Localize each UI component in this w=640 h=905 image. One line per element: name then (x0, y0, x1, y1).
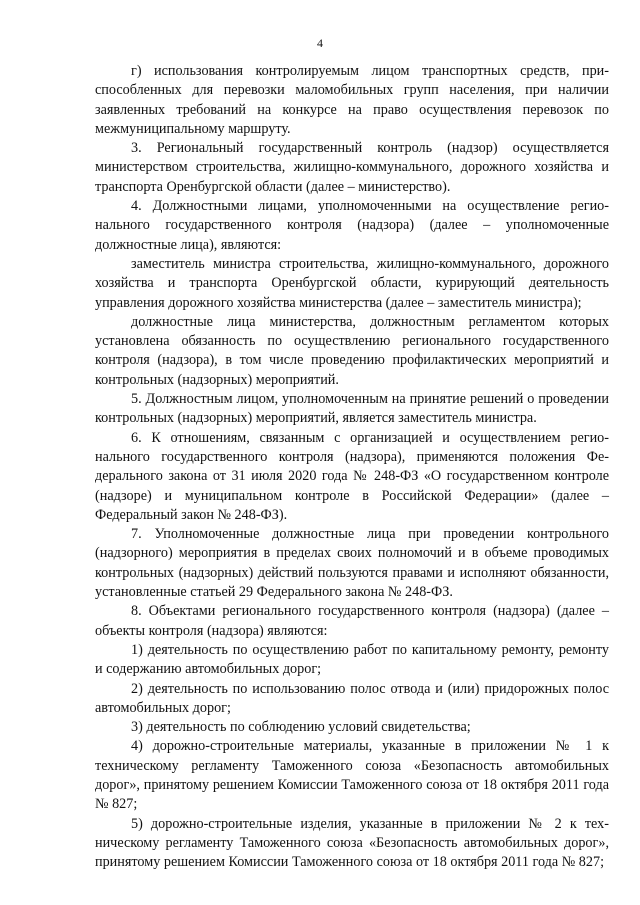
paragraph-8-item-1: 1) деятельность по осуществлению работ по капитальному ремонту, ремонту и содержанию автомобильных дорог; (95, 641, 609, 678)
paragraph-4: 4. Должностными лицами, уполномоченными на осуществление регионального государственного контроля (надзора) (далее – уполномоченные должностные лица), являются: (95, 198, 609, 253)
page-number: 4 (317, 36, 323, 50)
paragraph-8-item-2: 2) деятельность по использованию полос отвода и (или) придорожных полос автомобильных дорог; (95, 680, 609, 716)
paragraph-8: 8. Объектами регионального государственного контроля (надзора) (далее – объекты контроля (надзора) являются: (95, 603, 609, 639)
paragraph-4-deputy-minister: заместитель министра строительства, жилищно-коммунального, дорожного хозяйства и транспорта Оренбургской области, курирующий деятельность управления дорожного хозяйства министерства (далее – заместитель министра); (95, 255, 609, 311)
paragraph-8-item-5: 5) дорожно-строительные изделия, указанные в приложении № 2 к техническому регламенту Таможенного союза «Безопасность автомобильных дорог», принятому решением Комиссии Таможенного союза от 18 октября 2011 года № 827; (95, 815, 609, 871)
paragraph-4-officials: должностные лица министерства, должностным регламентом которых установлена обязанность по осуществлению регионального государственного контроля (надзора), в том числе проведению профилактических мероприятий и контрольных (надзорных) мероприятий. (95, 313, 609, 388)
document-body (95, 62, 609, 872)
paragraph-6: 6. К отношениям, связанным с организацией и осуществлением регионального государственного контроля (надзора), применяются положения Федерального закона от 31 июля 2020 года № 248-ФЗ «О государственном контроле (надзоре) и муниципальном контроле в Российской Федерации» (далее – Федеральный закон № 248-ФЗ). (95, 429, 609, 523)
paragraph-subitem-g: г) использования контролируемым лицом транспортных средств, приспособленных для перевозки маломобильных групп населения, при наличии заявленных требований на конкурсе на право осуществления перевозок по межмуниципальному маршруту. (95, 63, 609, 137)
paragraph-8-item-4: 4) дорожно-строительные материалы, указанные в приложении № 1 к техническому регламенту Таможенного союза «Безопасность автомобильных дорог», принятому решением Комиссии Таможенного союза от 18 октября 2011 года № 827; (95, 738, 609, 813)
paragraph-5: 5. Должностным лицом, уполномоченным на принятие решений о проведении контрольных (надзорных) мероприятий, является заместитель министра. (95, 391, 609, 427)
paragraph-7: 7. Уполномоченные должностные лица при проведении контрольного (надзорного) мероприятия в пределах своих полномочий и в объеме проводимых контрольных (надзорных) действий пользуются правами и исполняют обязанности, установленные статьей 29 Федерального закона № 248-ФЗ. (95, 526, 609, 601)
paragraph-3: 3. Региональный государственный контроль (надзор) осуществляется министерством строительства, жилищно-коммунального, дорожного хозяйства и транспорта Оренбургской области (далее – министерство). (95, 140, 609, 195)
paragraph-8-item-3: 3) деятельность по соблюдению условий свидетельства; (131, 719, 471, 736)
